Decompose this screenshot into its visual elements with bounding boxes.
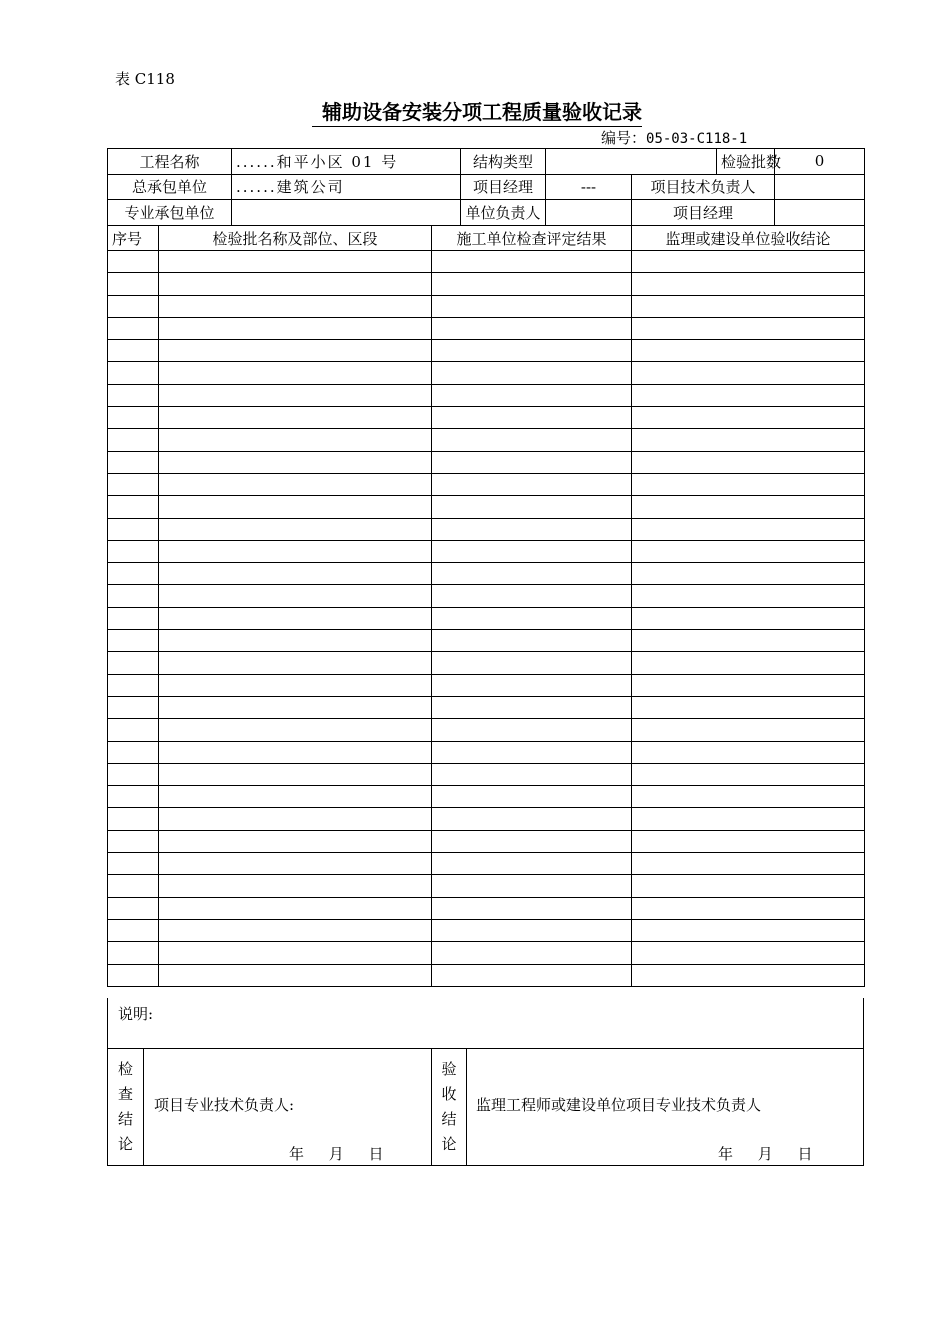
table-cell[interactable] [159,340,432,362]
table-row [108,563,865,585]
table-cell[interactable] [432,362,632,384]
table-cell[interactable] [432,763,632,785]
table-cell[interactable] [432,919,632,941]
table-cell[interactable] [108,540,159,562]
table-cell[interactable] [108,897,159,919]
table-cell[interactable] [432,808,632,830]
table-cell[interactable] [159,451,432,473]
table-cell[interactable] [159,897,432,919]
table-cell[interactable] [159,563,432,585]
accept-signer-label: 监理工程师或建设单位项目专业技术负责人 [476,1096,762,1114]
table-cell[interactable] [108,429,159,451]
table-cell[interactable] [432,830,632,852]
table-row [108,630,865,652]
table-cell[interactable] [159,964,432,986]
table-cell[interactable] [632,630,865,652]
table-cell[interactable] [432,696,632,718]
table-cell[interactable] [108,473,159,495]
col-header-batch-name: 检验批名称及部位、区段 [159,226,432,251]
table-cell[interactable] [159,384,432,406]
table-cell[interactable] [632,251,865,273]
table-cell[interactable] [632,719,865,741]
table-row [108,273,865,295]
table-cell[interactable] [108,652,159,674]
check-signer-label: 项目专业技术负责人: [154,1096,295,1114]
table-cell[interactable] [432,340,632,362]
table-cell[interactable] [432,942,632,964]
table-cell[interactable] [108,407,159,429]
table-cell[interactable] [432,585,632,607]
table-cell[interactable] [432,540,632,562]
table-row [108,919,865,941]
notes-label: 说明: [118,1005,154,1023]
table-cell[interactable] [432,853,632,875]
table-cell[interactable] [108,273,159,295]
check-signature-box[interactable] [144,1049,432,1165]
table-cell[interactable] [432,496,632,518]
table-cell[interactable] [159,875,432,897]
table-row [108,362,865,384]
table-row [108,964,865,986]
sub-contractor-label: 专业承包单位 [108,200,232,226]
structure-type-label: 结构类型 [461,149,546,175]
unit-lead-value[interactable] [546,200,632,226]
table-row [108,451,865,473]
table-row [108,875,865,897]
table-cell[interactable] [159,607,432,629]
table-cell[interactable] [108,563,159,585]
table-cell[interactable] [432,897,632,919]
table-cell[interactable] [108,741,159,763]
table-row [108,652,865,674]
table-row [108,384,865,406]
col-header-supervision-conclusion: 监理或建设单位验收结论 [632,226,865,251]
sub-contractor-value[interactable] [232,200,461,226]
table-cell[interactable] [108,830,159,852]
general-contractor-value[interactable]: ......建筑公司 [232,174,461,200]
table-cell[interactable] [159,429,432,451]
sub-project-manager-label: 项目经理 [632,200,775,226]
table-cell[interactable] [159,919,432,941]
table-cell[interactable] [432,473,632,495]
col-header-construction-result: 施工单位检查评定结果 [432,226,632,251]
serial-value: 05-03-C118-1 [646,131,748,147]
table-cell[interactable] [432,786,632,808]
table-cell[interactable] [432,563,632,585]
table-row [108,763,865,785]
accept-signature-box[interactable] [467,1049,863,1165]
table-cell[interactable] [108,942,159,964]
table-cell[interactable] [159,518,432,540]
table-cell[interactable] [632,763,865,785]
general-contractor-label: 总承包单位 [108,174,232,200]
table-cell[interactable] [159,786,432,808]
table-row [108,540,865,562]
tech-lead-value[interactable] [775,174,865,200]
table-cell[interactable] [108,964,159,986]
table-row [108,473,865,495]
table-cell[interactable] [108,340,159,362]
table-cell[interactable] [632,473,865,495]
table-cell[interactable] [632,451,865,473]
serial-label: 编号： [601,129,647,147]
table-cell[interactable] [159,585,432,607]
table-cell[interactable] [159,540,432,562]
table-cell[interactable] [632,696,865,718]
table-cell[interactable] [159,652,432,674]
table-cell[interactable] [159,763,432,785]
table-cell[interactable] [632,540,865,562]
table-cell[interactable] [159,251,432,273]
table-cell[interactable] [108,317,159,339]
table-cell[interactable] [159,942,432,964]
header-table [107,148,865,226]
table-cell[interactable] [159,295,432,317]
table-cell[interactable] [632,875,865,897]
table-cell[interactable] [632,919,865,941]
table-cell[interactable] [632,964,865,986]
table-cell[interactable] [432,674,632,696]
table-row [108,853,865,875]
table-cell[interactable] [108,853,159,875]
table-cell[interactable] [432,384,632,406]
table-cell[interactable] [159,273,432,295]
table-cell[interactable] [159,496,432,518]
table-cell[interactable] [432,719,632,741]
table-row [108,295,865,317]
table-cell[interactable] [159,853,432,875]
table-row [108,340,865,362]
table-row [108,786,865,808]
table-cell[interactable] [108,496,159,518]
table-cell[interactable] [432,317,632,339]
table-cell[interactable] [432,652,632,674]
table-cell[interactable] [159,830,432,852]
table-cell[interactable] [108,518,159,540]
table-cell[interactable] [632,496,865,518]
tech-lead-label: 项目技术负责人 [632,174,775,200]
table-cell[interactable] [632,652,865,674]
table-cell[interactable] [108,919,159,941]
table-cell[interactable] [108,875,159,897]
table-cell[interactable] [632,384,865,406]
table-row [108,251,865,273]
table-cell[interactable] [632,362,865,384]
form-id: 表 C118 [115,70,175,88]
project-manager-value[interactable]: --- [546,174,632,200]
table-cell[interactable] [108,808,159,830]
check-date: 年 月 日 [289,1145,384,1163]
table-cell[interactable] [108,786,159,808]
table-cell[interactable] [108,630,159,652]
table-cell[interactable] [632,295,865,317]
table-cell[interactable] [632,563,865,585]
table-cell[interactable] [632,741,865,763]
table-cell[interactable] [432,607,632,629]
table-cell[interactable] [432,875,632,897]
table-row [108,607,865,629]
table-cell[interactable] [432,295,632,317]
table-cell[interactable] [432,429,632,451]
table-cell[interactable] [108,585,159,607]
table-cell[interactable] [632,942,865,964]
table-cell[interactable] [108,295,159,317]
table-cell[interactable] [159,317,432,339]
table-row [108,317,865,339]
table-cell[interactable] [632,897,865,919]
table-cell[interactable] [159,741,432,763]
table-header-row [108,226,865,251]
serial-number [601,127,747,148]
table-cell[interactable] [632,407,865,429]
project-name-value[interactable]: ......和平小区 01 号 [232,149,461,175]
page-title: 辅助设备安装分项工程质量验收记录 [312,96,642,127]
table-cell[interactable] [632,429,865,451]
table-cell[interactable] [432,630,632,652]
table-cell[interactable] [432,964,632,986]
table-row [108,518,865,540]
table-cell[interactable] [432,273,632,295]
table-cell[interactable] [159,696,432,718]
table-cell[interactable] [632,518,865,540]
table-cell[interactable] [432,407,632,429]
table-cell[interactable] [632,317,865,339]
table-cell[interactable] [159,362,432,384]
table-cell[interactable] [432,741,632,763]
table-cell[interactable] [632,808,865,830]
sub-project-manager-value[interactable] [775,200,865,226]
table-cell[interactable] [159,473,432,495]
table-row [108,429,865,451]
table-row [108,407,865,429]
table-cell[interactable] [108,607,159,629]
table-cell[interactable] [632,853,865,875]
table-cell[interactable] [432,518,632,540]
table-cell[interactable] [632,585,865,607]
table-cell[interactable] [632,674,865,696]
table-cell[interactable] [632,830,865,852]
check-conclusion-label: 检 查 结 论 [108,1049,144,1165]
table-cell[interactable] [432,451,632,473]
inspection-table [107,225,865,987]
table-row [108,674,865,696]
batch-count-label: 检验批数 [717,149,775,175]
table-cell[interactable] [159,808,432,830]
accept-conclusion-label: 验 收 结 论 [432,1049,467,1165]
notes-box[interactable] [107,998,864,1049]
table-cell[interactable] [108,251,159,273]
table-cell[interactable] [159,719,432,741]
accept-date: 年 月 日 [718,1145,813,1163]
table-row [108,897,865,919]
table-cell[interactable] [108,451,159,473]
project-manager-label: 项目经理 [461,174,546,200]
table-row [108,942,865,964]
table-row [108,719,865,741]
table-row [108,585,865,607]
table-row [108,496,865,518]
table-row [108,808,865,830]
table-cell[interactable] [108,719,159,741]
table-cell[interactable] [159,674,432,696]
table-cell[interactable] [632,340,865,362]
table-cell[interactable] [632,607,865,629]
table-cell[interactable] [159,407,432,429]
table-cell[interactable] [108,696,159,718]
table-cell[interactable] [632,273,865,295]
batch-count-value[interactable]: 0 [775,149,865,175]
table-cell[interactable] [108,362,159,384]
project-name-label: 工程名称 [108,149,232,175]
table-cell[interactable] [159,630,432,652]
table-cell[interactable] [108,763,159,785]
signature-section [107,1049,864,1166]
unit-lead-label: 单位负责人 [461,200,546,226]
table-row [108,741,865,763]
table-cell[interactable] [632,786,865,808]
table-row [108,830,865,852]
structure-type-value[interactable] [546,149,717,175]
table-cell[interactable] [108,384,159,406]
table-row [108,696,865,718]
col-header-no: 序号 [108,226,159,251]
table-cell[interactable] [108,674,159,696]
table-cell[interactable] [432,251,632,273]
